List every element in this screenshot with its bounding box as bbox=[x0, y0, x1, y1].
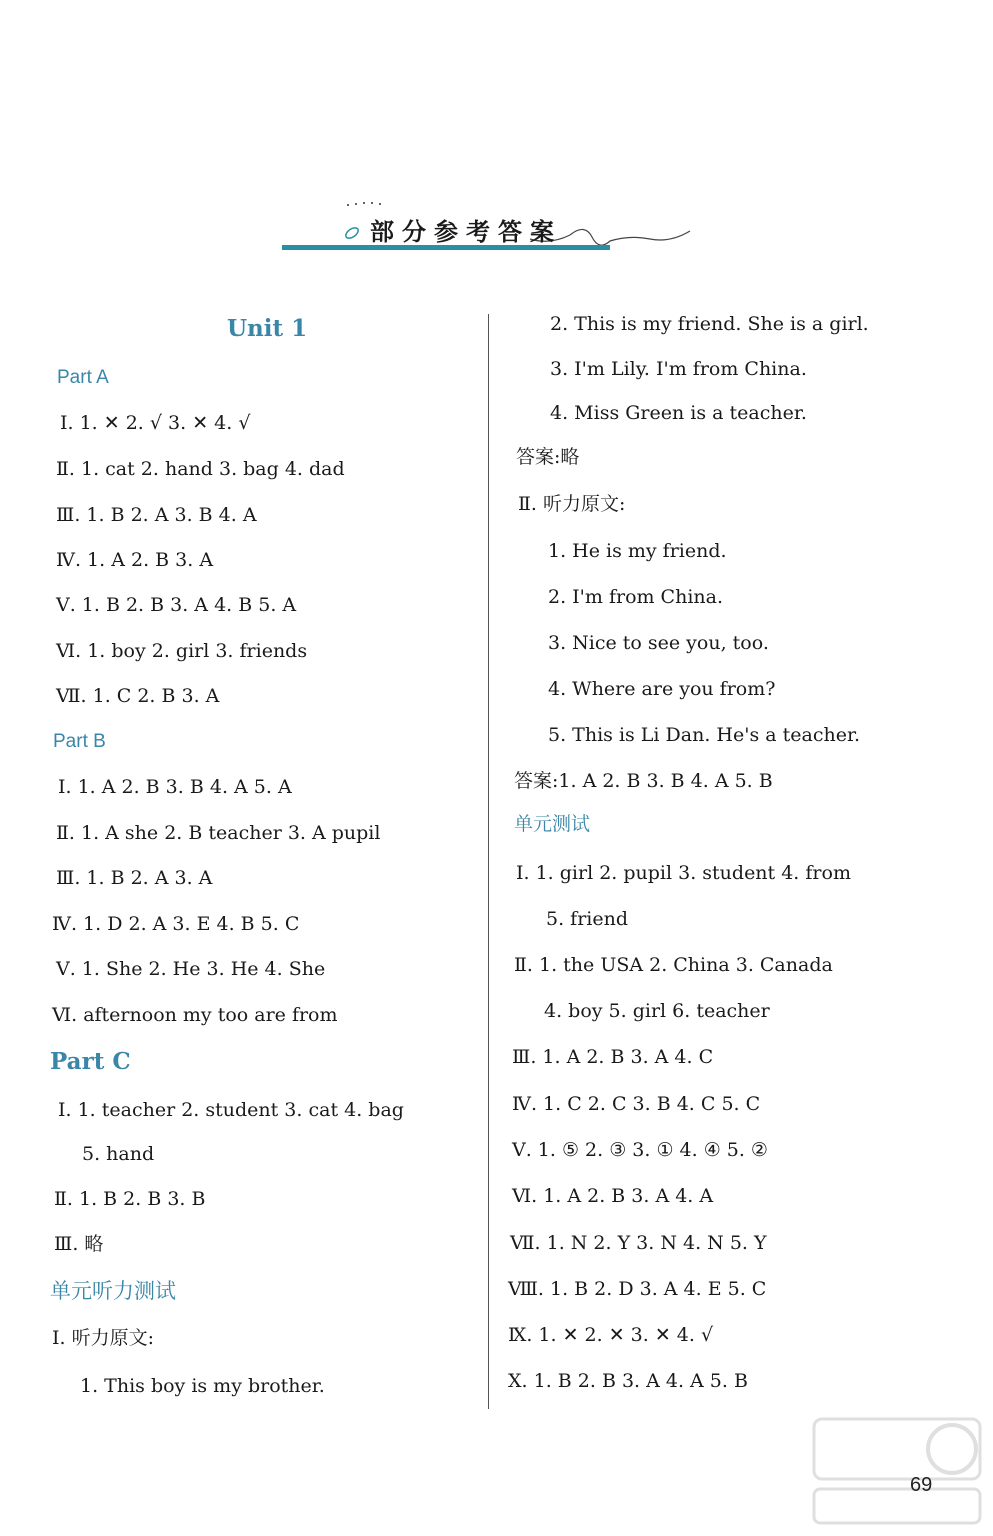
answer-line: 4. Where are you from? bbox=[548, 678, 776, 700]
answer-line: Ⅲ. 1. B 2. A 3. A bbox=[56, 867, 213, 889]
answer-line: Ⅵ. 1. A 2. B 3. A 4. A bbox=[512, 1185, 714, 1207]
watermark-logo-icon bbox=[812, 1415, 982, 1530]
answer-line: 4. boy 5. girl 6. teacher bbox=[544, 1000, 770, 1022]
answer-line: Ⅵ. 1. boy 2. girl 3. friends bbox=[56, 640, 308, 662]
column-divider bbox=[488, 314, 489, 1409]
answer-line: 1. He is my friend. bbox=[548, 540, 727, 562]
answer-line: Ⅱ. 听力原文: bbox=[518, 493, 626, 515]
unit-heading: Unit 1 bbox=[227, 315, 308, 342]
answer-line: Ⅶ. 1. N 2. Y 3. N 4. N 5. Y bbox=[510, 1232, 767, 1254]
answer-line: Ⅳ. 1. A 2. B 3. A bbox=[56, 549, 214, 571]
answer-line: Ⅱ. 1. A she 2. B teacher 3. A pupil bbox=[56, 822, 381, 844]
answer-line: Ⅴ. 1. ⑤ 2. ③ 3. ① 4. ④ 5. ② bbox=[512, 1139, 768, 1161]
part-c-heading: Part C bbox=[50, 1048, 131, 1075]
answer-line: 1. This boy is my brother. bbox=[80, 1375, 325, 1397]
answer-line: 4. Miss Green is a teacher. bbox=[550, 402, 807, 424]
answer-line: Ⅴ. 1. B 2. B 3. A 4. B 5. A bbox=[56, 594, 297, 616]
answer-line: 3. I'm Lily. I'm from China. bbox=[550, 358, 807, 380]
answer-line: Ⅳ. 1. C 2. C 3. B 4. C 5. C bbox=[512, 1093, 761, 1115]
leaf-icon bbox=[344, 226, 360, 241]
answer-line: Ⅷ. 1. B 2. D 3. A 4. E 5. C bbox=[508, 1278, 767, 1300]
answer-line: Ⅴ. 1. She 2. He 3. He 4. She bbox=[56, 958, 326, 980]
answer-line: Ⅸ. 1. ✕ 2. ✕ 3. ✕ 4. √ bbox=[508, 1324, 714, 1346]
listening-test-heading: 单元听力测试 bbox=[50, 1280, 176, 1303]
answer-line: Ⅰ. 1. girl 2. pupil 3. student 4. from bbox=[516, 862, 851, 884]
unit-test-heading: 单元测试 bbox=[514, 814, 591, 835]
sparkle-dots-icon bbox=[347, 202, 381, 206]
page-number: 69 bbox=[910, 1474, 933, 1496]
answer-line: 答案:略 bbox=[516, 446, 580, 468]
answer-line: Ⅶ. 1. C 2. B 3. A bbox=[56, 685, 220, 707]
answer-line: Ⅹ. 1. B 2. B 3. A 4. A 5. B bbox=[508, 1370, 748, 1392]
page-title: 部分参考答案 bbox=[370, 218, 562, 246]
answer-line: 2. I'm from China. bbox=[548, 586, 724, 608]
part-a-heading: Part A bbox=[57, 367, 109, 388]
scroll-line-icon bbox=[570, 229, 690, 245]
part-b-heading: Part B bbox=[53, 731, 106, 752]
answer-line: 5. friend bbox=[546, 908, 629, 930]
answer-line: Ⅰ. 1. ✕ 2. √ 3. ✕ 4. √ bbox=[60, 412, 251, 434]
answer-line: Ⅱ. 1. cat 2. hand 3. bag 4. dad bbox=[56, 458, 345, 480]
answer-line: Ⅱ. 1. B 2. B 3. B bbox=[54, 1188, 206, 1210]
answer-line: Ⅲ. 略 bbox=[54, 1233, 104, 1255]
answer-line: 5. hand bbox=[82, 1143, 155, 1165]
answer-line: Ⅲ. 1. A 2. B 3. A 4. C bbox=[512, 1046, 714, 1068]
answer-line: 2. This is my friend. She is a girl. bbox=[550, 313, 869, 335]
answer-line: Ⅱ. 1. the USA 2. China 3. Canada bbox=[514, 954, 833, 976]
answer-line: Ⅰ. 听力原文: bbox=[52, 1327, 154, 1349]
answer-line: Ⅲ. 1. B 2. A 3. B 4. A bbox=[56, 504, 257, 526]
answer-line: 3. Nice to see you, too. bbox=[548, 632, 769, 654]
answer-line: Ⅳ. 1. D 2. A 3. E 4. B 5. C bbox=[52, 913, 300, 935]
answer-line: Ⅵ. afternoon my too are from bbox=[52, 1004, 338, 1026]
answer-line: 5. This is Li Dan. He's a teacher. bbox=[548, 724, 860, 746]
answer-line: 答案:1. A 2. B 3. B 4. A 5. B bbox=[514, 770, 773, 792]
answer-line: Ⅰ. 1. teacher 2. student 3. cat 4. bag bbox=[58, 1099, 404, 1121]
answer-line: Ⅰ. 1. A 2. B 3. B 4. A 5. A bbox=[58, 776, 292, 798]
